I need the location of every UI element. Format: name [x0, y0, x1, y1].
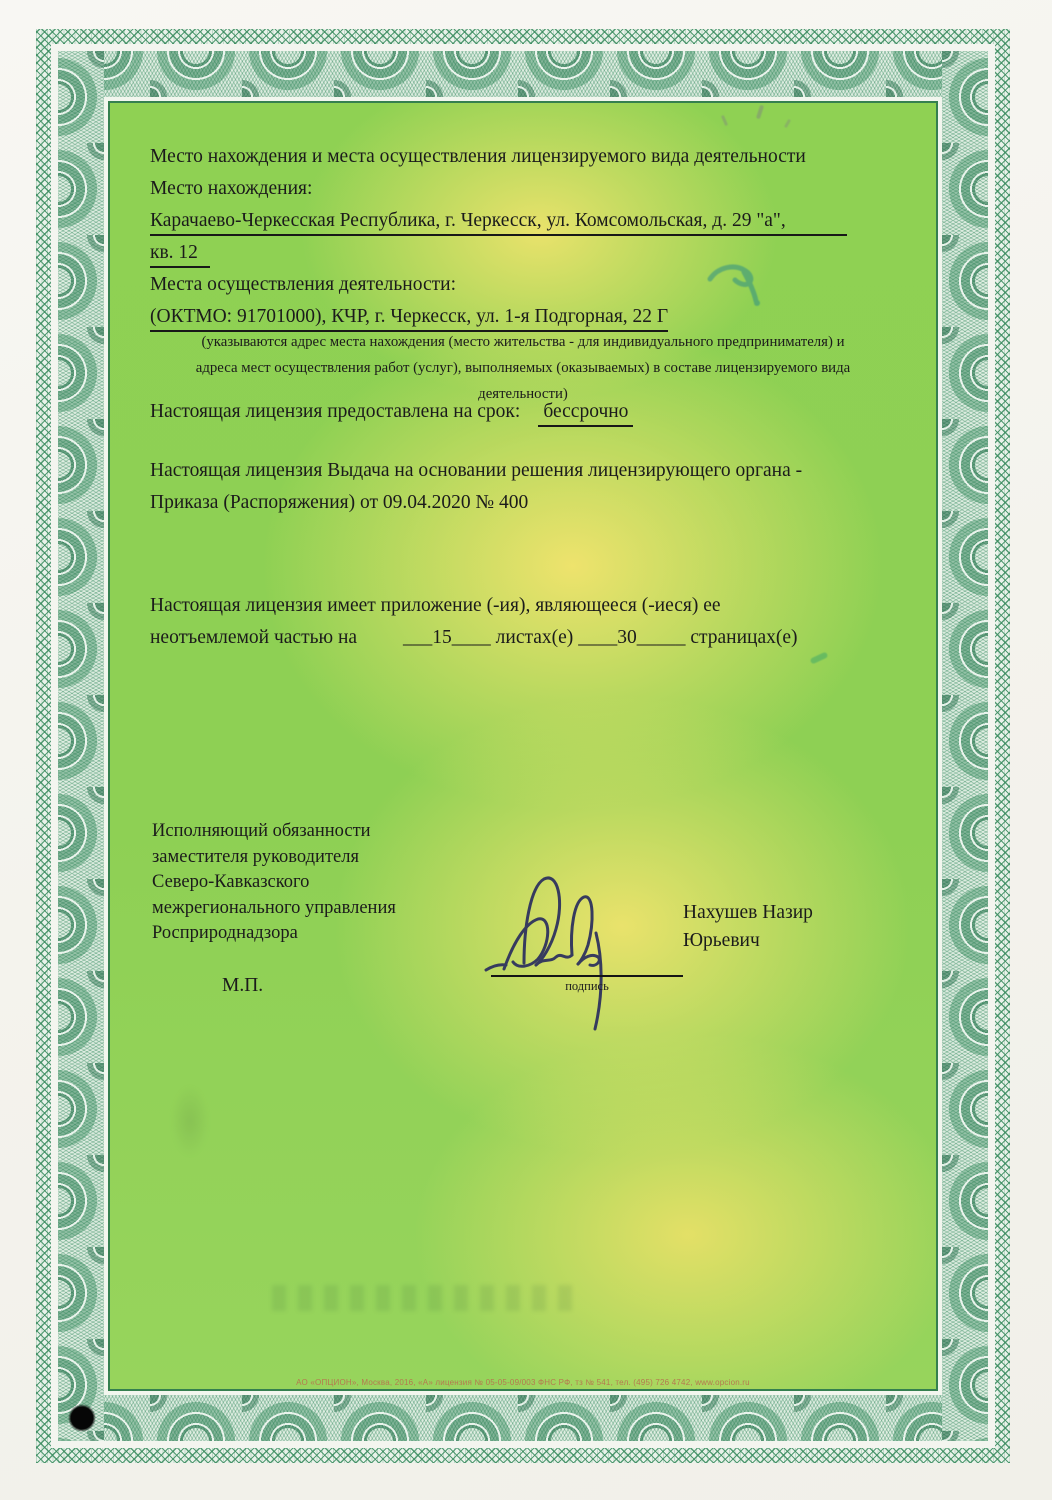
location-value-line2: кв. 12 — [150, 239, 210, 268]
stamp-placeholder: М.П. — [222, 975, 264, 996]
appendix-pages-blank: ____30_____ — [578, 627, 686, 648]
basis-paragraph — [150, 455, 910, 519]
guilloche-border — [58, 51, 988, 1441]
appendix-line1: Настоящая лицензия имеет приложение (-ия), являющееся (-иеся) ее — [150, 595, 721, 616]
address-block — [150, 141, 910, 333]
show-through-ghost — [272, 1285, 572, 1311]
appendix-prefix: неотъемлемой частью на — [150, 627, 358, 648]
officer-line: межрегионального управления — [152, 897, 396, 918]
appendix-pages-label: страницах(е) — [690, 627, 798, 648]
printer-footer: АО «ОПЦИОН», Москва, 2016, «А» лицензия № 05-05-09/003 ФНС РФ, тз № 541, тел. (495) 726 4742, www.opcion.ru — [296, 1378, 750, 1387]
outer-lattice-border — [36, 29, 1010, 1463]
officer-line: Росприроднадзора — [152, 923, 298, 943]
term-line — [150, 398, 633, 427]
inner-frame — [104, 97, 942, 1395]
signer-name-line2: Юрьевич — [683, 930, 760, 951]
appendix-sheets-blank: ___15____ — [403, 627, 491, 648]
officer-line: Северо-Кавказского — [152, 872, 310, 892]
punch-hole — [68, 1404, 96, 1432]
officer-line: Исполняющий обязанности — [152, 821, 371, 841]
signature-line — [491, 975, 683, 977]
note-line: деятельности) — [478, 386, 568, 402]
guilloche-left-band — [58, 51, 104, 1441]
scan-smudge — [756, 105, 764, 120]
appendix-line2 — [150, 622, 910, 654]
signature-caption: подпись — [565, 979, 609, 993]
scan-smudge — [721, 115, 728, 126]
guilloche-top-band — [58, 51, 988, 97]
officer-title-block — [152, 819, 396, 947]
activity-places-value: (ОКТМО: 91701000), КЧР, г. Черкесск, ул. 1-я Подгорная, 22 Г — [150, 303, 668, 332]
appendix-sheets-label: листах(е) — [495, 627, 574, 648]
term-label: Настоящая лицензия предоставлена на срок: — [150, 401, 521, 422]
guilloche-right-band — [942, 51, 988, 1441]
scan-smear — [166, 1075, 214, 1167]
border-gap — [51, 44, 995, 1448]
section-title: Место нахождения и места осуществления лицензируемого вида деятельности — [150, 146, 806, 167]
location-label: Место нахождения: — [150, 178, 313, 199]
term-value: бессрочно — [538, 398, 633, 427]
ink-smudge — [702, 259, 770, 311]
guilloche-bottom-band — [58, 1395, 988, 1441]
activity-places-label: Места осуществления деятельности: — [150, 274, 456, 295]
officer-line: заместителя руководителя — [152, 846, 359, 867]
handwritten-signature — [478, 865, 688, 1041]
basis-line: Приказа (Распоряжения) от 09.04.2020 № 400 — [150, 492, 529, 513]
signer-name-line1: Нахушев Назир — [683, 902, 813, 923]
appendix-paragraph — [150, 590, 910, 654]
note-line: адреса мест осуществления работ (услуг), выполняемых (оказываемых) в составе лицензируемого вида — [195, 360, 851, 376]
note-line: (указываются адрес места нахождения (место жительства - для индивидуального предпринимателя) и — [201, 334, 845, 350]
scan-smudge — [784, 119, 791, 128]
license-body — [108, 101, 938, 1391]
explanatory-note — [126, 329, 920, 407]
location-value-line1: Карачаево-Черкесская Республика, г. Черкесск, ул. Комсомольская, д. 29 "а", — [150, 207, 847, 236]
signer-name — [683, 899, 813, 955]
basis-line: Настоящая лицензия Выдача на основании решения лицензирующего органа - — [150, 460, 803, 481]
